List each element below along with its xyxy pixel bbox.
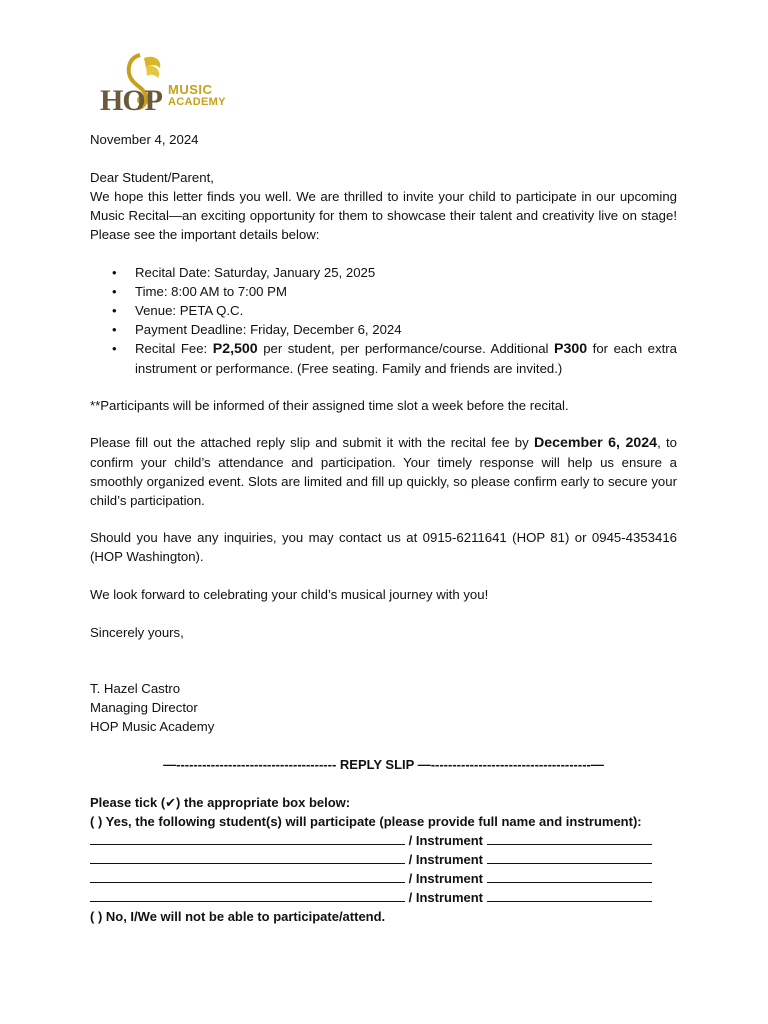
instrument-label: / Instrument: [405, 852, 487, 867]
closing-line: We look forward to celebrating your child’s musical journey with you!: [90, 587, 489, 602]
detail-fee: [90, 339, 677, 378]
instrument-blank[interactable]: [487, 850, 652, 864]
detail-venue: • Venue: PETA Q.C.: [90, 301, 677, 320]
signature-org: HOP Music Academy: [90, 719, 215, 734]
logo-line-academy: ACADEMY: [168, 96, 226, 108]
reply-instructions-paragraph: [90, 433, 677, 510]
reply-prefix: Please fill out the attached reply slip and submit it with the recital fee by: [90, 435, 534, 450]
letter-date: November 4, 2024: [90, 132, 199, 147]
student-entry-row: [90, 850, 677, 869]
note-paragraph: **Participants will be informed of their assigned time slot a week before the recital.: [90, 398, 569, 413]
logo-line-music: MUSIC: [168, 82, 213, 97]
instrument-label: / Instrument: [405, 833, 487, 848]
fee-amount: P2,500: [212, 341, 258, 357]
student-entry-row: [90, 869, 677, 888]
yes-option[interactable]: ( ) Yes, the following student(s) will participate (please provide full name and instrument):: [90, 814, 642, 829]
reply-deadline: December 6, 2024: [533, 435, 658, 451]
intro-paragraph: We hope this letter finds you well. We are thrilled to invite your child to participate in our upcoming Music Recital—an exciting opportunity for them to showcase their talent and creativity live on stage! Please see the important details below:: [90, 189, 677, 242]
signature-title: Managing Director: [90, 700, 198, 715]
reply-slip-instruction: Please tick (✔) the appropriate box below:: [90, 795, 351, 810]
fee-prefix: Recital Fee:: [135, 341, 213, 356]
reply-slip-divider: —------------------------------------- REPLY SLIP —-------------------------------------—: [163, 757, 604, 772]
fee-suffix: for each extra instrument or performance. (Free seating. Family and friends are invited.): [135, 341, 677, 376]
fee-extra: P300: [554, 341, 588, 357]
signoff: Sincerely yours,: [90, 625, 184, 640]
student-entry-row: [90, 831, 677, 850]
logo-hop-text: HOP: [100, 84, 162, 117]
fee-middle: per student, per performance/course. Additional: [257, 341, 554, 356]
detail-recital-date: • Recital Date: Saturday, January 25, 2025: [90, 263, 677, 282]
student-name-blank[interactable]: [90, 831, 405, 845]
instrument-label: / Instrument: [405, 871, 487, 886]
instrument-blank[interactable]: [487, 869, 652, 883]
instrument-blank[interactable]: [487, 831, 652, 845]
instrument-blank[interactable]: [487, 888, 652, 902]
signature-name: T. Hazel Castro: [90, 681, 181, 696]
student-name-blank[interactable]: [90, 850, 405, 864]
details-list: [90, 263, 677, 378]
detail-deadline: • Payment Deadline: Friday, December 6, 2024: [90, 320, 677, 339]
student-name-blank[interactable]: [90, 888, 405, 902]
no-option[interactable]: ( ) No, I/We will not be able to participate/attend.: [90, 909, 386, 924]
instrument-label: / Instrument: [405, 890, 487, 905]
reply-suffix: , to confirm your child’s attendance and participation. Your timely response will help us ensure a smoothly organized event. Slots are limited and fill up quickly, so please confirm early to secure your child’s participation.: [90, 435, 678, 508]
logo-academy-text: [168, 84, 226, 108]
salutation: Dear Student/Parent,: [90, 170, 214, 185]
inquiries-paragraph: Should you have any inquiries, you may contact us at 0915-6211641 (HOP 81) or 0945-4353416 (HOP Washington).: [90, 530, 677, 564]
detail-time: • Time: 8:00 AM to 7:00 PM: [90, 282, 677, 301]
student-entry-row: [90, 888, 677, 907]
academy-logo: [100, 50, 250, 118]
student-name-blank[interactable]: [90, 869, 405, 883]
